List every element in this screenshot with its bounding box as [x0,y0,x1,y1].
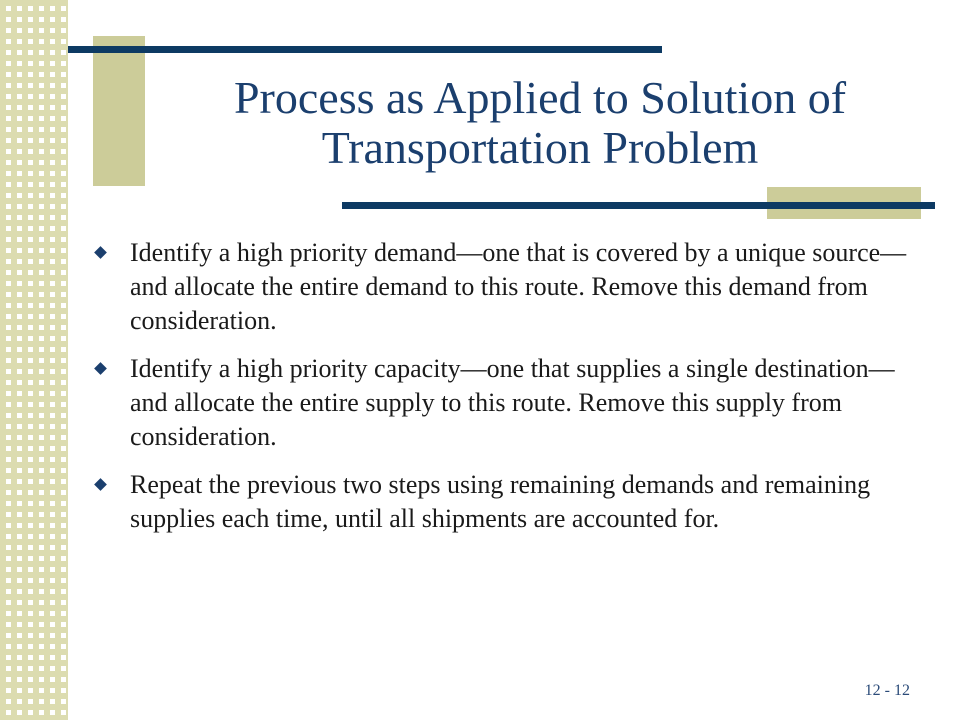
diamond-bullet-icon [94,478,107,491]
title-rule-top [68,46,662,53]
bullet-list [96,236,916,550]
bullet-item [96,352,916,454]
bullet-text: Identify a high priority demand—one that is covered by a unique source—and allocate the entire demand to this route. Remove this demand from consideration. [130,238,907,335]
slide-number: 12 - 12 [864,682,910,699]
diamond-bullet-icon [94,246,107,259]
bullet-item [96,468,916,536]
title-rule-bottom [342,202,935,209]
checkered-border [0,0,68,720]
title-accent-block-top [93,36,145,186]
slide-title: Process as Applied to Solution of Transportation Problem [233,72,847,173]
bullet-item [96,236,916,338]
bullet-text: Identify a high priority capacity—one that supplies a single destination—and allocate the entire supply to this route. Remove this supply from consideration. [130,354,895,451]
diamond-bullet-icon [94,362,107,375]
bullet-text: Repeat the previous two steps using remaining demands and remaining supplies each time, until all shipments are accounted for. [130,470,871,533]
